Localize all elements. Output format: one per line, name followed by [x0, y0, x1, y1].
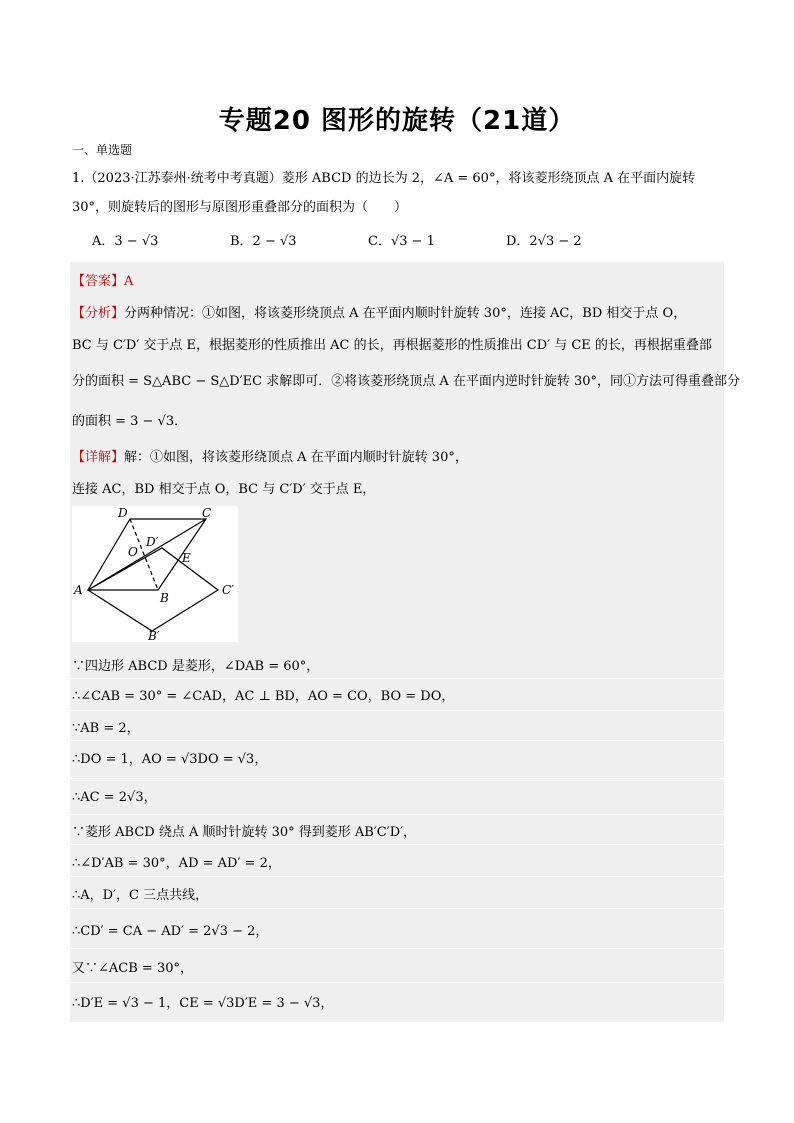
proof-line: ∵四边形 ABCD 是菱形，∠DAB = 60°，	[72, 659, 320, 674]
proof-line: ∴DO = 1，AO = √3DO = √3，	[72, 752, 268, 767]
analysis-line	[72, 302, 686, 321]
proof-line: ∴D′E = √3 − 1，CE = √3D′E = 3 − √3，	[72, 996, 334, 1011]
proof-line: 又∵∠ACB = 30°，	[72, 961, 193, 976]
option-c: C．√3 − 1	[368, 234, 435, 249]
question-line: 30°，则旋转后的图形与原图形重叠部分的面积为（ ）	[72, 200, 408, 215]
question-line: 1.（2023·江苏泰州·统考中考真题）菱形 ABCD 的边长为 2，∠A = 60°，将该菱形绕顶点 A 在平面内旋转	[72, 171, 696, 186]
proof-line: ∴A，D′，C 三点共线，	[72, 888, 209, 903]
analysis-line: BC 与 C′D′ 交于点 E，根据菱形的性质推出 AC 的长，再根据菱形的性质推出 CD′ 与 CE 的长，再根据重叠部	[72, 338, 712, 353]
label-e: E	[182, 551, 191, 565]
option-b: B．2 − √3	[230, 234, 297, 249]
question-stem	[72, 164, 732, 222]
label-b: B	[160, 591, 169, 605]
divider	[70, 876, 724, 877]
divider	[70, 740, 724, 741]
analysis-text: 分两种情况：①如图，将该菱形绕顶点 A 在平面内顺时针旋转 30°，连接 AC，BD 相交于点 O，	[124, 306, 687, 321]
detail-text: 解：①如图，将该菱形绕顶点 A 在平面内顺时针旋转 30°，	[124, 450, 468, 465]
option-d: D．2√3 − 2	[506, 234, 582, 249]
section-heading: 一、单选题	[72, 143, 133, 157]
options	[92, 230, 732, 249]
label-c: C	[202, 506, 212, 520]
page-title: 专题20 图形的旋转（21道）	[218, 106, 576, 136]
label-d-prime: D′	[146, 535, 159, 549]
option-a: A．3 − √3	[92, 234, 159, 249]
proof-line: ∴∠CAB = 30° = ∠CAD，AC ⊥ BD，AO = CO，BO = DO，	[72, 689, 455, 704]
proof-line: ∴AC = 2√3，	[72, 790, 157, 805]
divider	[70, 778, 724, 779]
rhombus-rotation-figure	[72, 506, 238, 642]
proof-line: ∴CD′ = CA − AD′ = 2√3 − 2，	[72, 924, 269, 939]
proof-line: ∴∠D′AB = 30°，AD = AD′ = 2，	[72, 856, 281, 871]
figure-svg	[72, 506, 238, 642]
divider	[70, 844, 724, 845]
analysis-line: 的面积 = 3 − √3．	[72, 414, 188, 429]
analysis-label: 【分析】	[72, 306, 125, 321]
detail-label: 【详解】	[72, 450, 125, 465]
answer-value: A	[124, 274, 134, 289]
proof-line: ∵AB = 2，	[72, 721, 140, 736]
label-b-prime: B′	[148, 629, 160, 642]
divider	[70, 948, 724, 949]
divider	[70, 814, 724, 815]
proof-line: ∵菱形 ABCD 绕点 A 顺时针旋转 30° 得到菱形 AB′C′D′，	[72, 825, 417, 840]
label-c-prime: C′	[222, 583, 234, 597]
divider	[70, 678, 724, 679]
answer-line	[72, 270, 133, 289]
divider	[70, 908, 724, 909]
label-a: A	[74, 583, 83, 597]
label-o: O	[128, 545, 138, 559]
answer-label: 【答案】	[72, 274, 125, 289]
divider	[70, 710, 724, 711]
analysis-line: 分的面积 = S△ABC − S△D′EC 求解即可．②将该菱形绕顶点 A 在平面内逆时针旋转 30°，同①方法可得重叠部分	[72, 374, 741, 389]
label-d: D	[118, 506, 128, 520]
detail-line: 连接 AC，BD 相交于点 O，BC 与 C′D′ 交于点 E，	[72, 482, 376, 497]
divider	[70, 982, 724, 983]
detail-line	[72, 446, 468, 465]
